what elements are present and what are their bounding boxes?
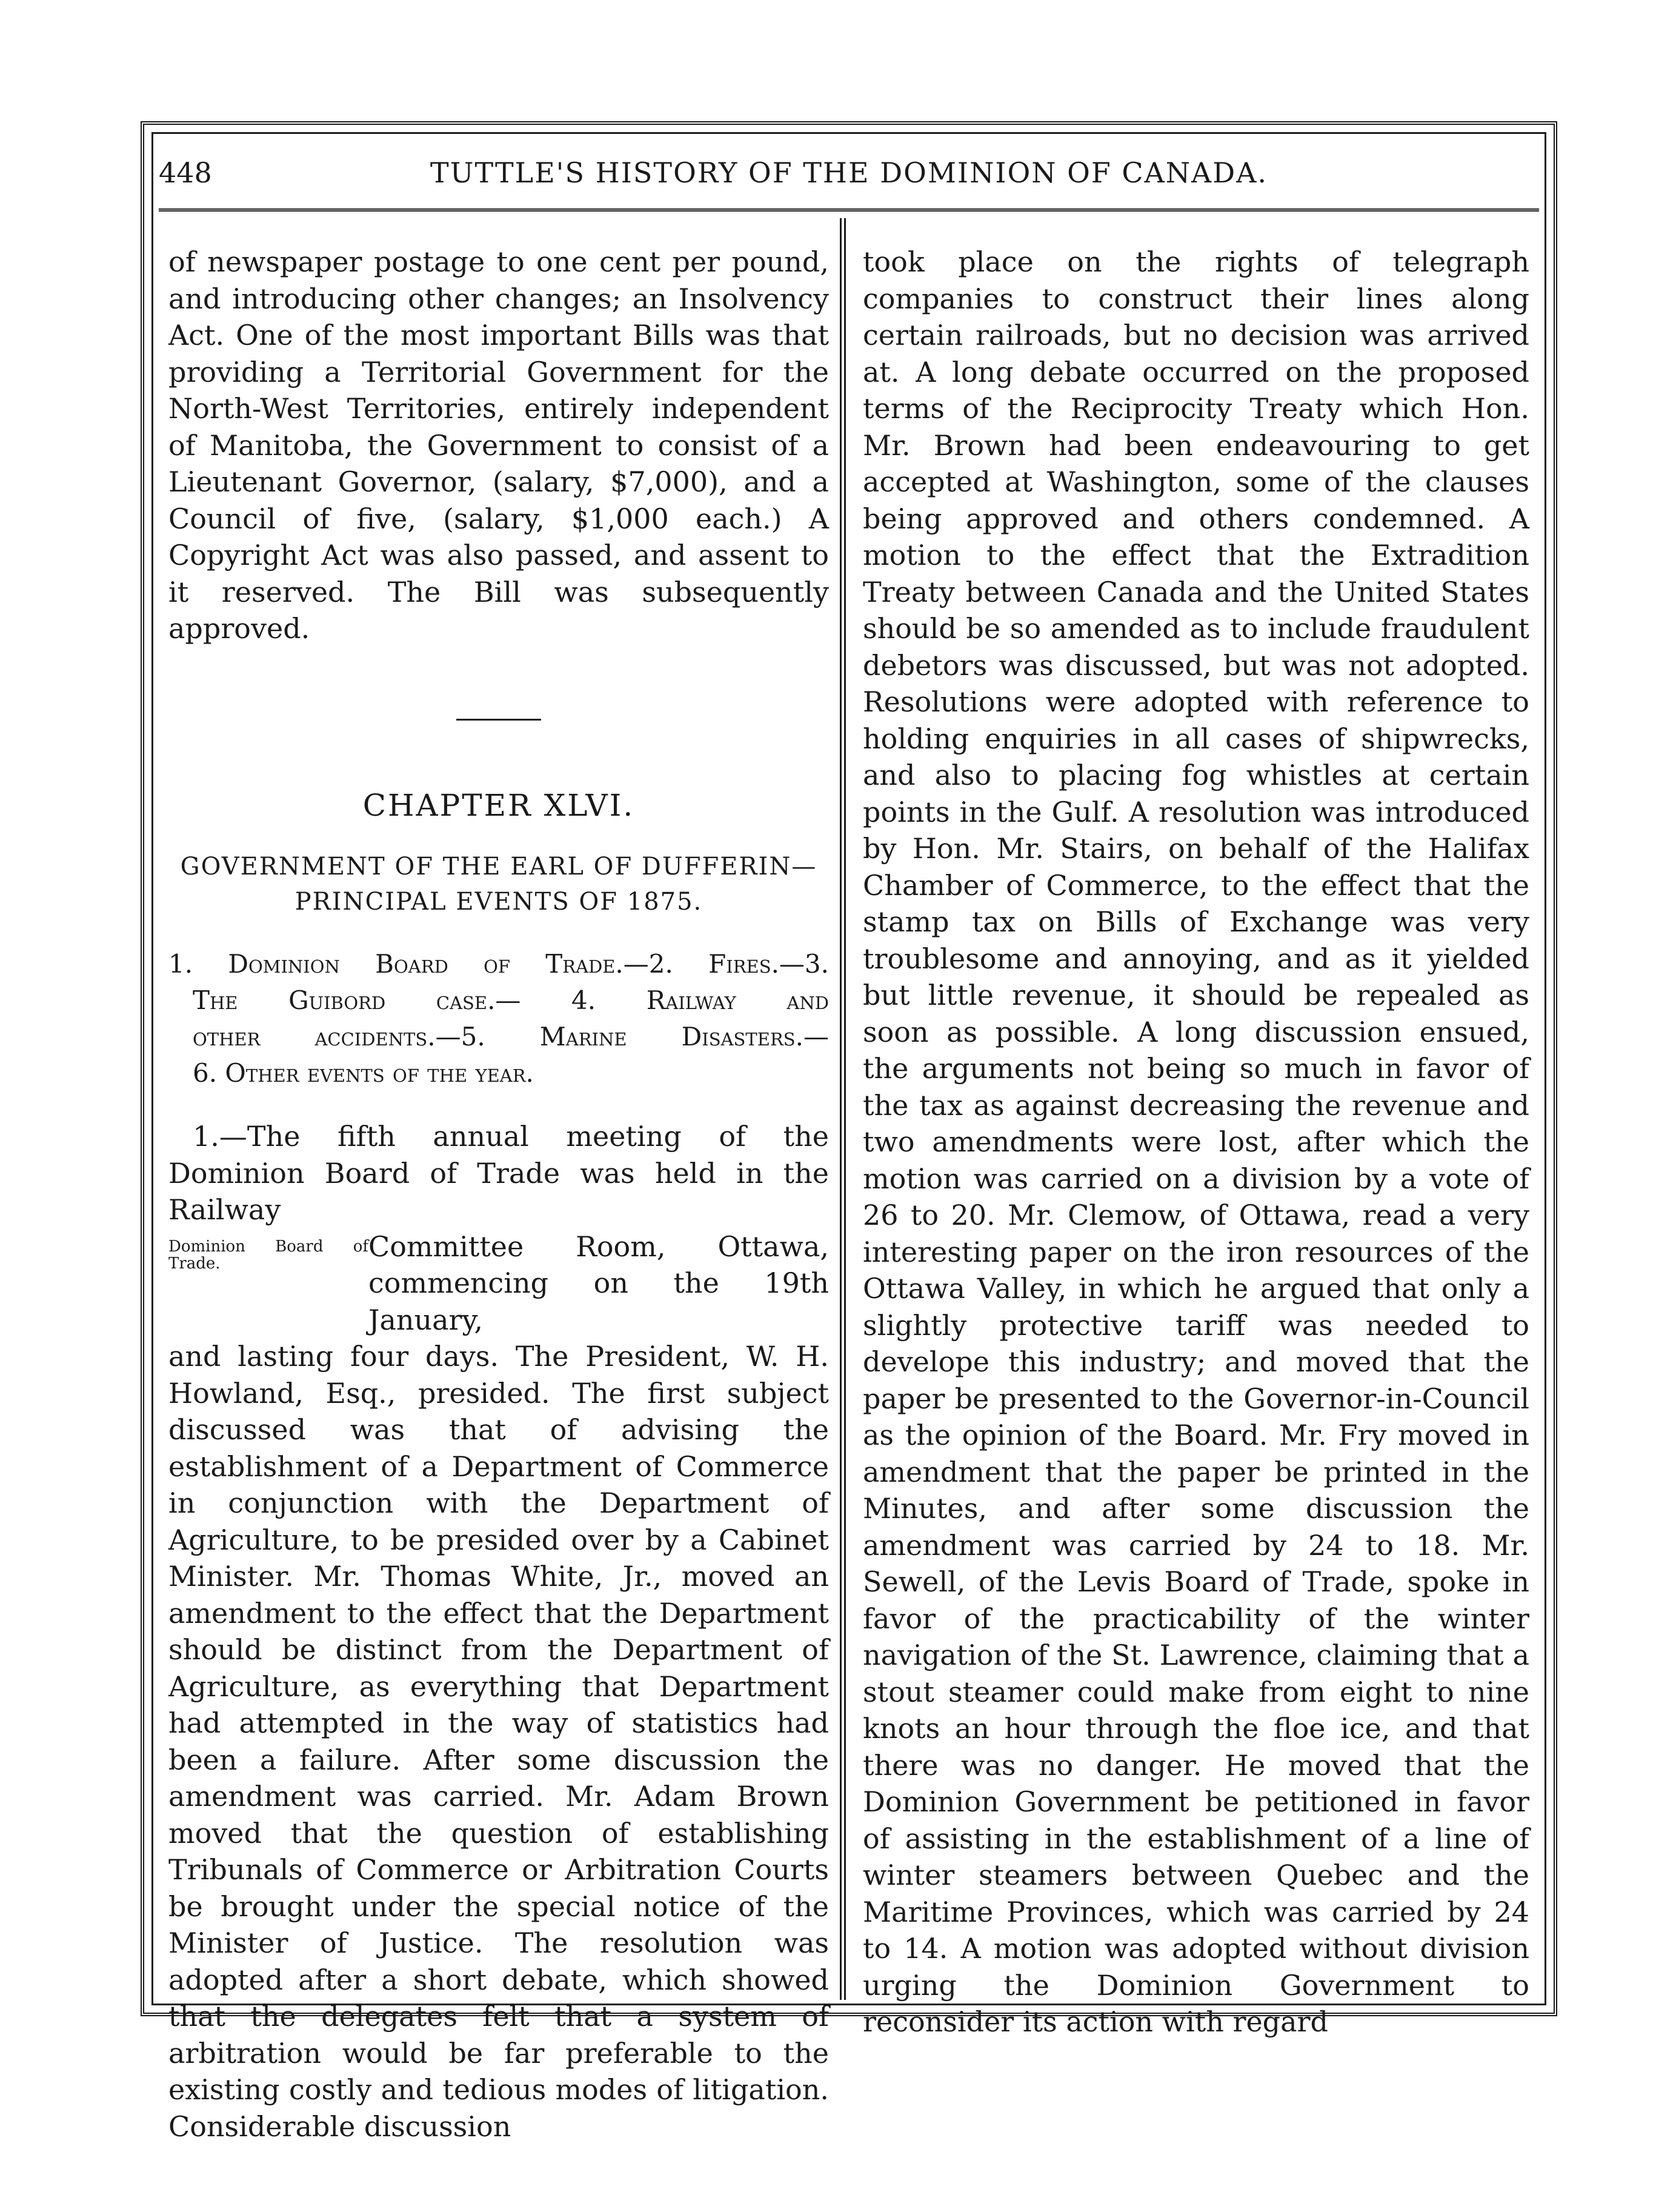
column-divider <box>840 218 846 2000</box>
contents-line: 1. Dominion Board of Trade.—2. Fires.—3. <box>168 949 829 979</box>
right-column <box>863 244 1529 2040</box>
paragraph-intro: of newspaper postage to one cent per pound, and introducing other changes; an Insolvency Act. One of the most important Bills was that providing a Territorial Government for the North-West Territories, entirely independent of Manitoba, the Government to consist of a Lieutenant Governor, (salary, $7,000), and a Council of five, (salary, $1,000 each.) A Copyright Act was also passed, and assent to it reserved. The Bill was subsequently approved. <box>168 245 829 645</box>
running-title: TUTTLE'S HISTORY OF THE DOMINION OF CANADA. <box>430 156 1268 189</box>
chapter-subtitle-line-1: GOVERNMENT OF THE EARL OF DUFFERIN— <box>180 853 817 881</box>
paragraph-1-side: Committee Room, Ottawa, commencing on the 19th January, <box>368 1230 829 1336</box>
chapter-subtitle <box>168 849 829 919</box>
page-header <box>159 150 1539 199</box>
paragraph-1-rest: and lasting four days. The President, W. H. Howland, Esq., presided. The first subject discussed was that of advising the establishment of a Department of Commerce in conjunction with the Department of Agriculture, to be presided over by a Cabinet Minister. Mr. Thomas White, Jr., moved an amendment to the effect that the Department should be distinct from the Department of Agriculture, as everything that Department had attempted in the way of statistics had been a failure. After some discussion the amendment was carried. Mr. Adam Brown moved that the question of establishing Tribunals of Commerce or Arbitration Courts be brought under the special notice of the Minister of Justice. The resolution was adopted after a short debate, which showed that the delegates felt that a system of arbitration would be far preferable to the existing costly and tedious modes of litigation. Considerable discussion <box>168 1340 829 2143</box>
left-column <box>168 244 829 2145</box>
contents-line: The Guibord case.— 4. Railway and <box>193 985 829 1015</box>
chapter-title: CHAPTER XLVI. <box>362 787 635 823</box>
sidenote-row <box>168 1228 829 1339</box>
paragraph-right: took place on the rights of telegraph companies to construct their lines along certain railroads, but no decision was arrived at. A long debate occurred on the proposed terms of the Reciprocity Treaty which Hon. Mr. Brown had been endeavouring to get accepted at Washington, some of the clauses being approved and others condemned. A motion to the effect that the Extradition Treaty between Canada and the United States should be so amended as to include fraudulent debetors was discussed, but was not adopted. Resolutions were adopted with reference to holding enquiries in all cases of shipwrecks, and also to placing fog whistles at certain points in the Gulf. A resolution was introduced by Hon. Mr. Stairs, on behalf of the Halifax Chamber of Commerce, to the effect that the stamp tax on Bills of Exchange was very troublesome and annoying, and as it yielded but little revenue, it should be repealed as soon as possible. A long discussion ensued, the arguments not being so much in favor of the tax as against decreasing the revenue and two amendments were lost, after which the motion was carried on a division by a vote of 26 to 20. Mr. Clemow, of Ottawa, read a very interesting paper on the iron resources of the Ottawa Valley, in which he argued that only a slightly protective tariff was needed to develope this industry; and moved that the paper be presented to the Governor-in-Council as the opinion of the Board. Mr. Fry moved in amendment that the paper be printed in the Minutes, and after some discussion the amendment was carried by 24 to 18. Mr. Sewell, of the Levis Board of Trade, spoke in favor of the practicability of the winter navigation of the St. Lawrence, claiming that a stout steamer could make from eight to nine knots an hour through the floe ice, and that there was no danger. He moved that the Dominion Government be petitioned in favor of assisting in the establishment of a line of winter steamers between Quebec and the Maritime Provinces, which was carried by 24 to 14. A motion was adopted without division urging the Dominion Government to reconsider its action with regard <box>863 245 1529 2038</box>
section-rule <box>456 719 541 721</box>
chapter-subtitle-line-2: PRINCIPAL EVENTS OF 1875. <box>294 888 703 916</box>
paragraph-1-start: 1.—The fifth annual meeting of the Dominion Board of Trade was held in the Railway <box>168 1120 829 1226</box>
contents-line: 6. Other events of the year. <box>193 1058 534 1088</box>
margin-note: Dominion Board of Trade. <box>168 1237 368 1273</box>
page-number: 448 <box>159 156 212 189</box>
chapter-contents <box>168 946 829 1091</box>
header-rule <box>159 208 1539 212</box>
contents-line: other accidents.—5. Marine Disasters.— <box>193 1022 829 1051</box>
